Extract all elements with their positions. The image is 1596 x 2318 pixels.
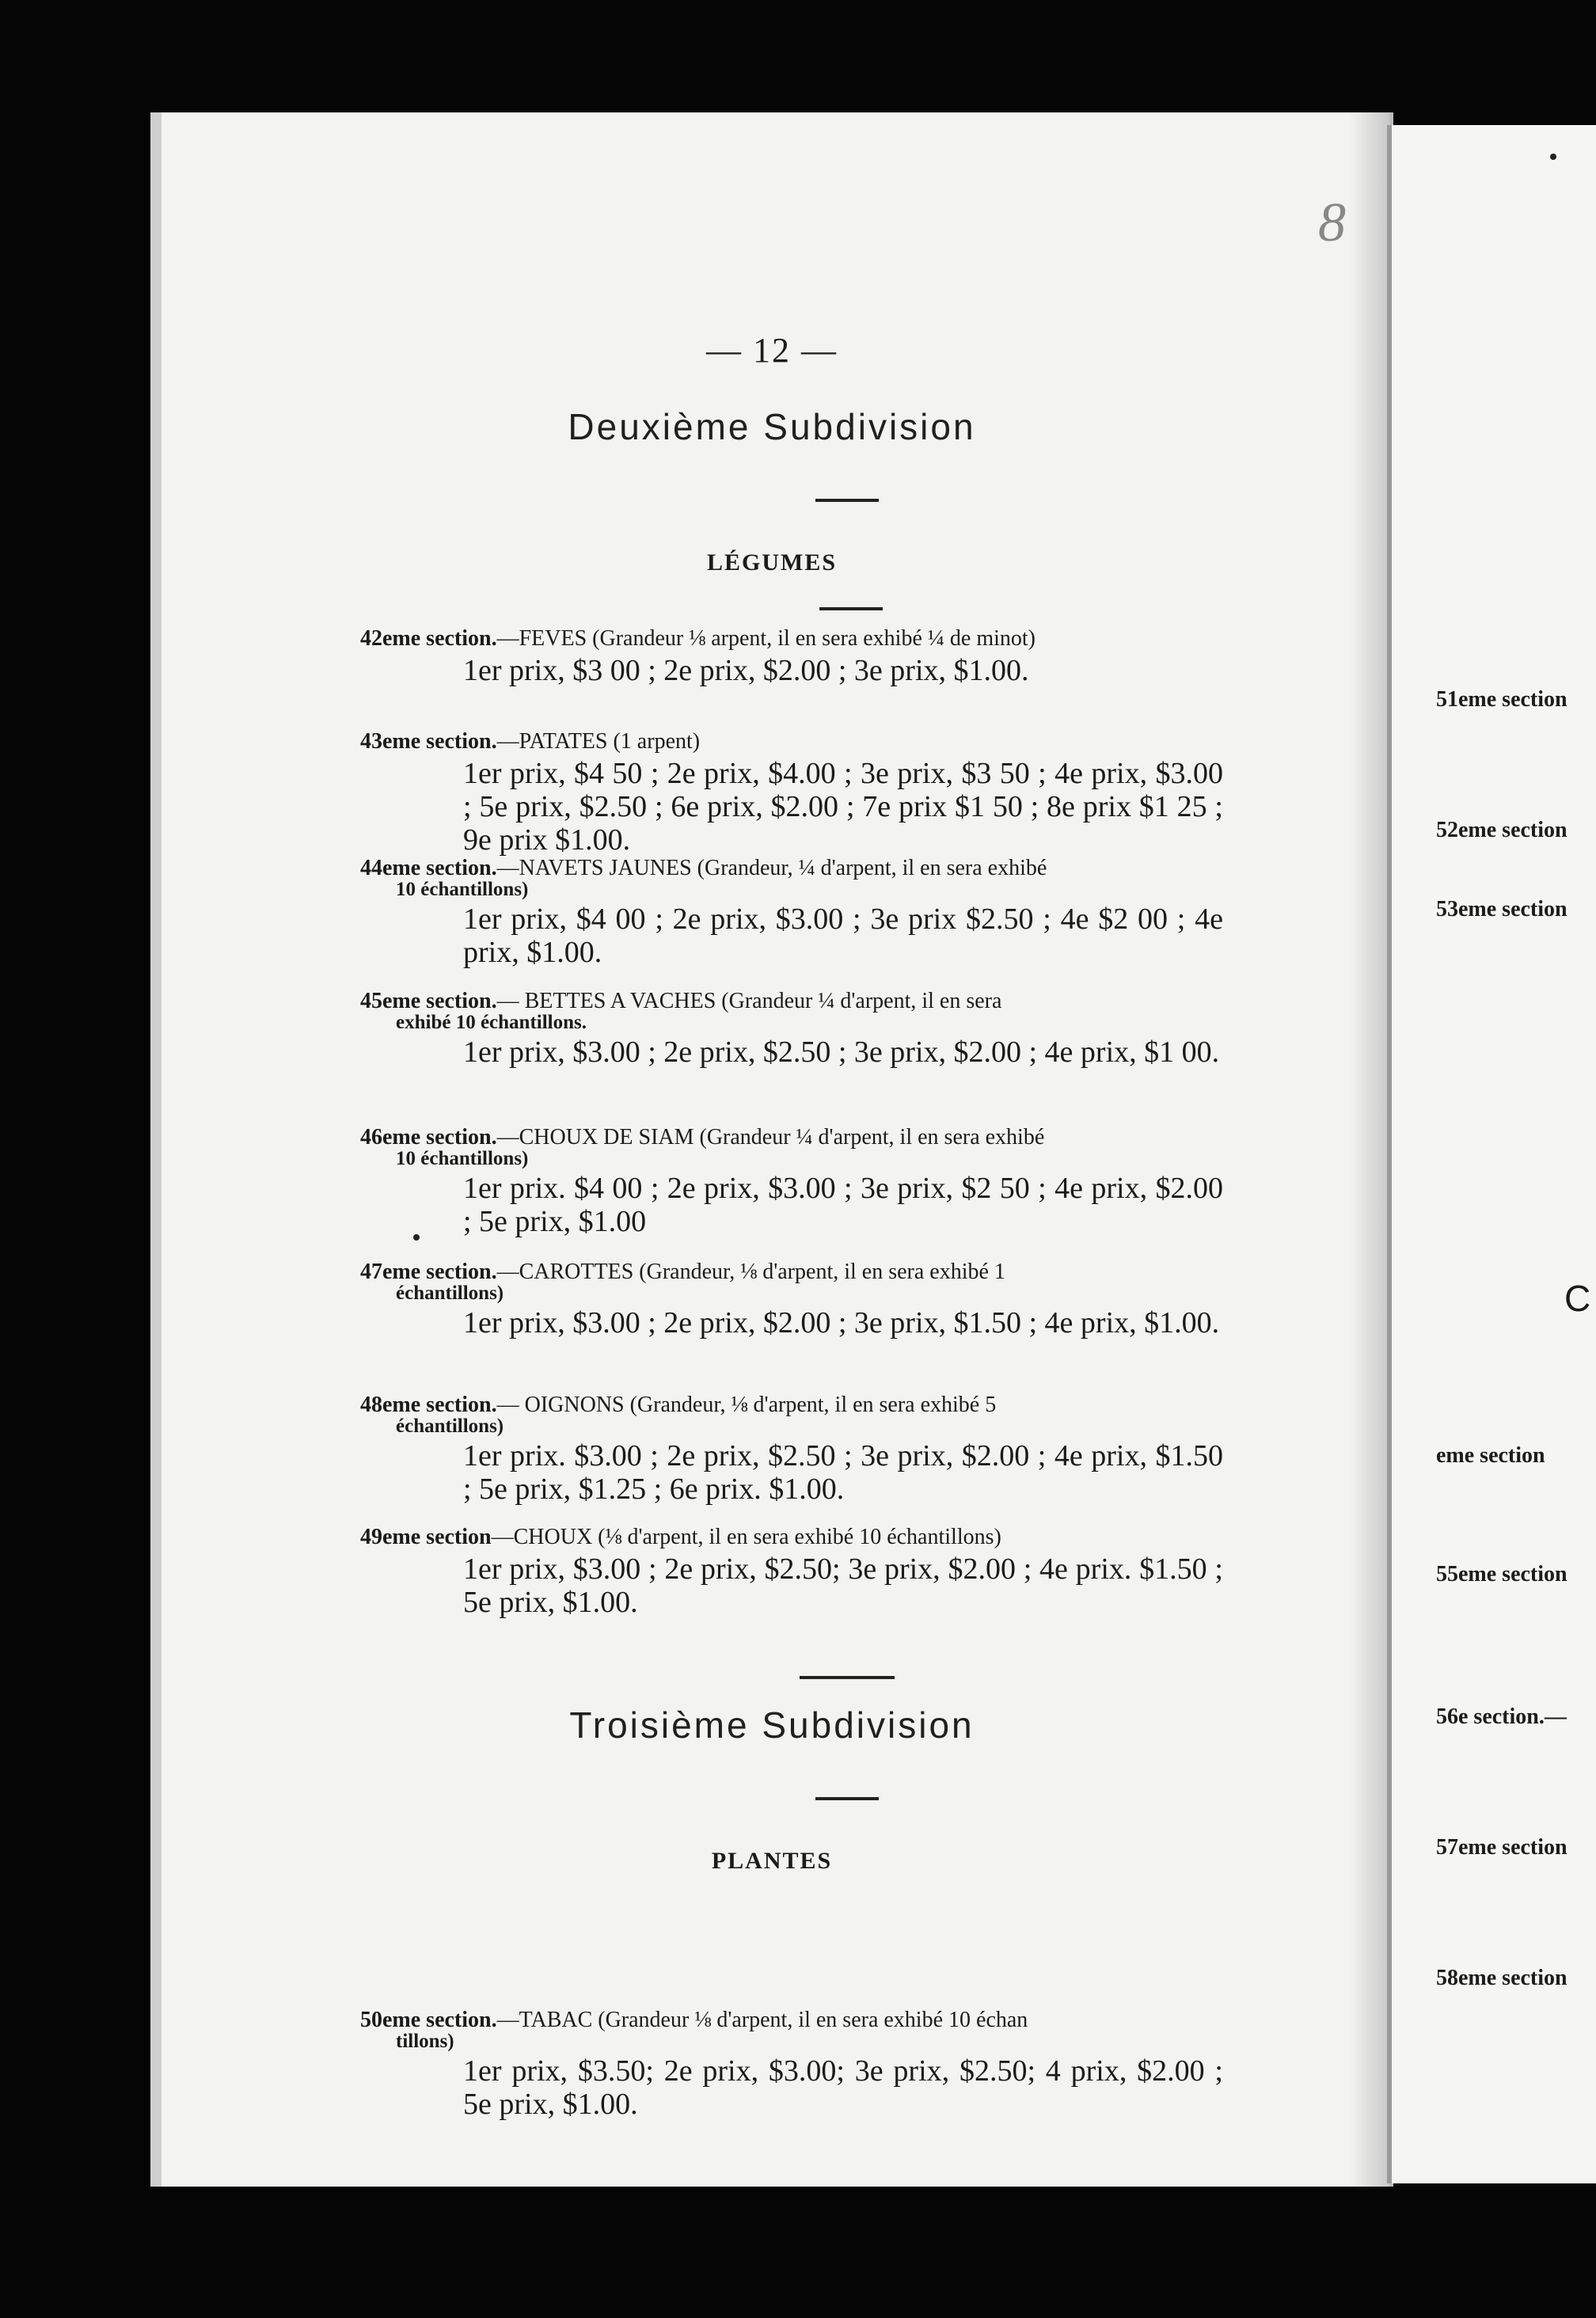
right-page-section-label: 51eme section (1436, 687, 1568, 712)
section-description: — BETTES A VACHES (Grandeur ¼ d'arpent, il en sera (496, 989, 1002, 1013)
section-description-continued: tillons) (396, 2031, 454, 2052)
prize-list: 1er prix. $4 00 ; 2e prix, $3.00 ; 3e prix, $2 50 ; 4e prix, $2.00 ; 5e prix, $1.00 (463, 1172, 1223, 1238)
prize-list: 1er prix, $4 50 ; 2e prix, $4.00 ; 3e prix, $3 50 ; 4e prix, $3.00 ; 5e prix, $2.50 ; 6e prix, $2.00 ; 7e prix $1 50 ; 8e prix $1 25 ; 9e prix $1.00. (463, 757, 1223, 857)
section-heading (360, 1260, 1393, 1284)
section-description-continued: échantillons) (396, 1416, 504, 1437)
prize-list: 1er prix, $3.00 ; 2e prix, $2.50; 3e prix, $2.00 ; 4e prix. $1.50 ; 5e prix, $1.00. (463, 1552, 1223, 1619)
category-heading: LÉGUMES (706, 549, 838, 576)
divider-rule (800, 1676, 895, 1679)
section-description-continued: 10 échantillons) (396, 879, 529, 900)
prize-list: 1er prix, $4 00 ; 2e prix, $3.00 ; 3e prix $2.50 ; 4e $2 00 ; 4e prix, $1.00. (463, 902, 1223, 969)
ink-speck (1550, 154, 1556, 160)
section-entry (360, 1126, 1393, 1238)
section-heading (360, 990, 1393, 1013)
category-heading: PLANTES (711, 1848, 833, 1874)
section-description-continued: exhibé 10 échantillons. (396, 1012, 587, 1033)
section-entry (360, 1526, 1393, 1619)
section-description: —NAVETS JAUNES (Grandeur, ¼ d'arpent, il en sera exhibé (496, 856, 1047, 880)
divider-rule (815, 1797, 879, 1800)
section-heading (360, 2008, 1393, 2032)
section-number: 48eme section. (360, 1393, 497, 1417)
page-number: — 12 — (706, 331, 838, 370)
prize-list: 1er prix. $3.00 ; 2e prix, $2.50 ; 3e prix, $2.00 ; 4e prix, $1.50 ; 5e prix, $1.25 ; 6e prix. $1.00. (463, 1439, 1223, 1506)
right-page-section-label: eme section (1436, 1443, 1545, 1468)
section-number: 49eme section (360, 1525, 492, 1549)
section-description-continued: 10 échantillons) (396, 1148, 529, 1169)
section-number: 42eme section. (360, 626, 497, 651)
right-page-section-label: 57eme section (1436, 1835, 1568, 1860)
subdivision-title: Deuxième Subdivision (568, 406, 976, 447)
section-heading (360, 627, 1393, 651)
divider-rule (815, 499, 879, 502)
section-entry (360, 1260, 1393, 1340)
section-number: 50eme section. (360, 2008, 497, 2032)
prize-list: 1er prix, $3.50; 2e prix, $3.00; 3e prix, $2.50; 4 prix, $2.00 ; 5e prix, $1.00. (463, 2054, 1223, 2121)
section-heading (360, 857, 1393, 880)
prize-list: 1er prix, $3 00 ; 2e prix, $2.00 ; 3e prix, $1.00. (463, 654, 1029, 687)
section-entry (360, 627, 1393, 687)
section-description-continued: échantillons) (396, 1282, 504, 1304)
ink-speck (413, 1234, 420, 1241)
section-description: —FEVES (Grandeur ⅛ arpent, il en sera exhibé ¼ de minot) (496, 626, 1036, 651)
section-entry (360, 990, 1393, 1069)
subdivision-title: Troisième Subdivision (569, 1704, 975, 1746)
section-heading (360, 1526, 1393, 1549)
right-page-section-label: 55eme section (1436, 1562, 1568, 1586)
section-number: 44eme section. (360, 856, 497, 880)
right-page-fragment: C (1564, 1278, 1591, 1319)
left-page (150, 112, 1393, 2187)
prize-list: 1er prix, $3.00 ; 2e prix, $2.00 ; 3e prix, $1.50 ; 4e prix, $1.00. (463, 1306, 1220, 1340)
divider-rule (819, 607, 883, 610)
right-page-section-label: 53eme section (1436, 897, 1568, 922)
section-description: —CAROTTES (Grandeur, ⅛ d'arpent, il en sera exhibé 1 (496, 1260, 1005, 1284)
section-description: —TABAC (Grandeur ⅛ d'arpent, il en sera exhibé 10 échan (496, 2008, 1028, 2032)
section-heading (360, 1126, 1393, 1150)
section-entry (360, 730, 1393, 857)
prize-list: 1er prix, $3.00 ; 2e prix, $2.50 ; 3e prix, $2.00 ; 4e prix, $1 00. (463, 1036, 1220, 1069)
right-page-section-label: 56e section.— (1436, 1704, 1567, 1729)
section-entry (360, 1393, 1393, 1506)
section-description: —CHOUX (⅛ d'arpent, il en sera exhibé 10 échantillons) (491, 1525, 1001, 1549)
section-entry (360, 2008, 1393, 2121)
section-description: — OIGNONS (Grandeur, ⅛ d'arpent, il en sera exhibé 5 (496, 1393, 997, 1417)
section-heading (360, 730, 1393, 754)
section-entry (360, 857, 1393, 969)
section-number: 43eme section. (360, 729, 497, 754)
right-page-section-label: 58eme section (1436, 1966, 1568, 1990)
section-number: 45eme section. (360, 989, 497, 1013)
right-page (1387, 125, 1596, 2183)
section-description: —PATATES (1 arpent) (496, 729, 701, 754)
section-number: 47eme section. (360, 1260, 497, 1284)
section-heading (360, 1393, 1393, 1417)
right-page-section-label: 52eme section (1436, 818, 1568, 842)
section-description: —CHOUX DE SIAM (Grandeur ¼ d'arpent, il en sera exhibé (496, 1125, 1045, 1150)
page-gutter (1350, 112, 1389, 2187)
section-number: 46eme section. (360, 1125, 497, 1150)
corner-handwritten-mark: 8 (1318, 192, 1346, 253)
